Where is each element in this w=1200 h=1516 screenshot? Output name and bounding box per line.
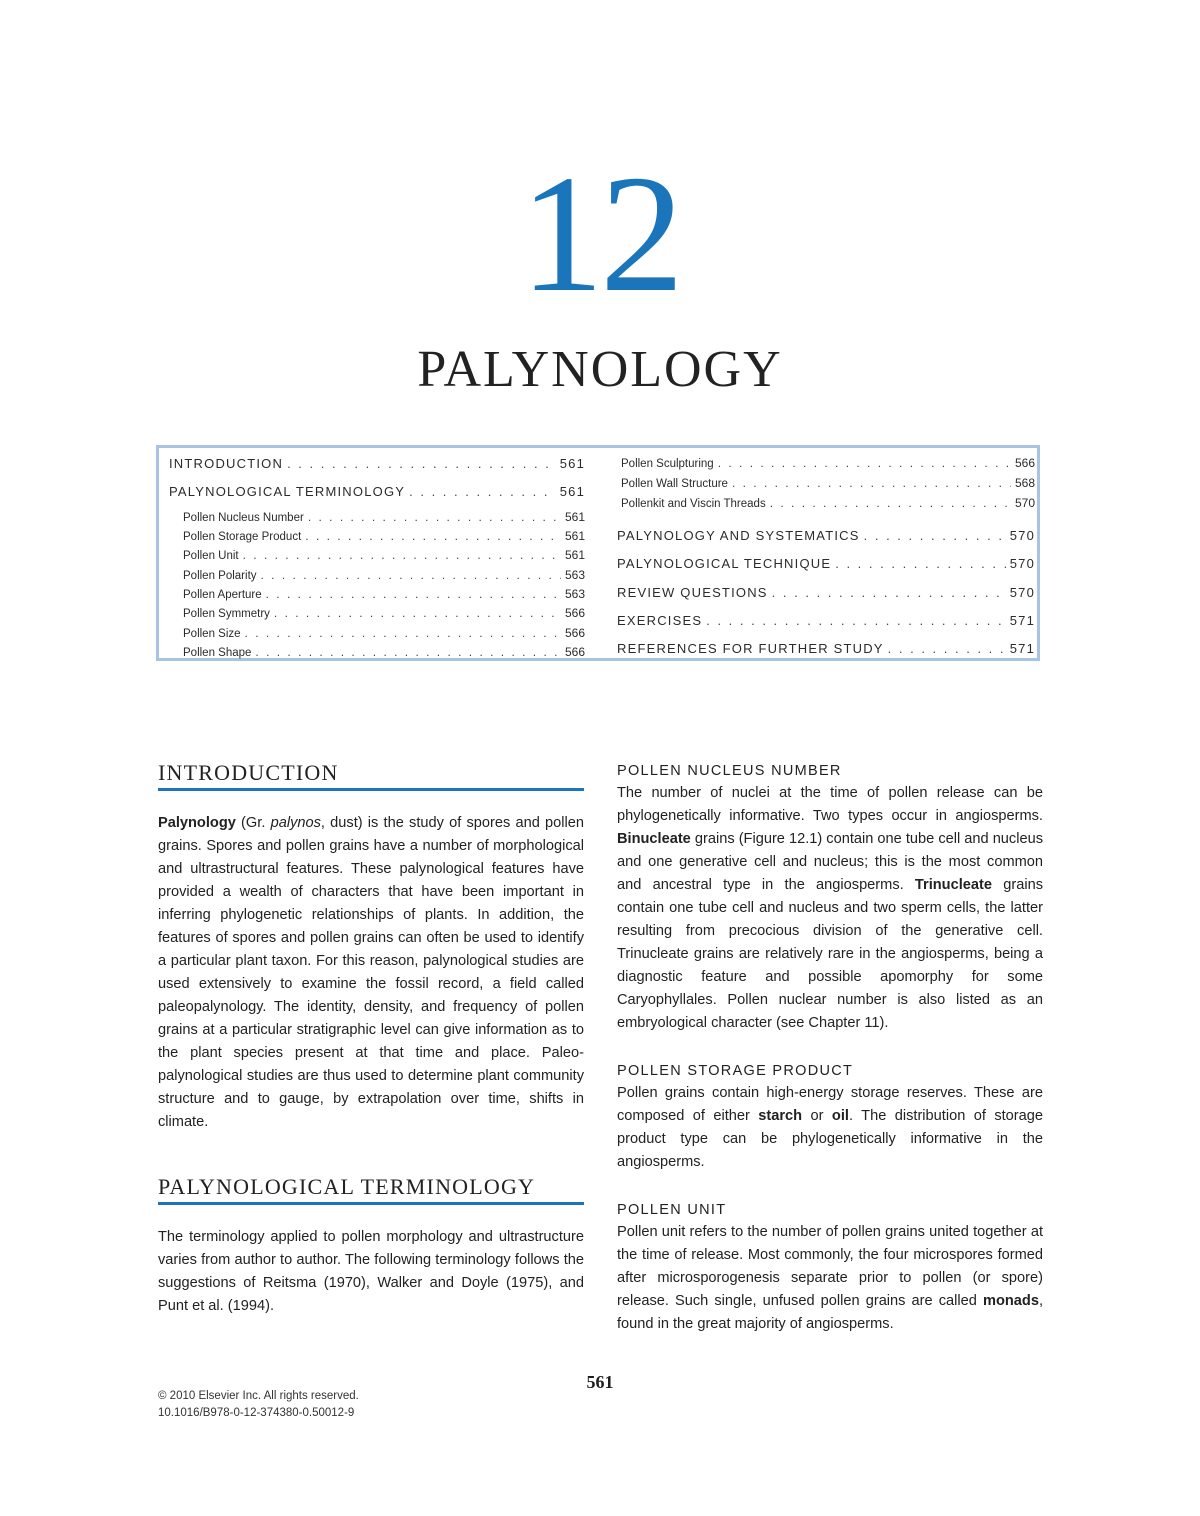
nucleus-heading: POLLEN NUCLEUS NUMBER [617,763,842,779]
toc-entry[interactable] [617,641,1035,659]
left-column [158,760,584,1318]
storage-heading: POLLEN STORAGE PRODUCT [617,1063,854,1079]
unit-heading: POLLEN UNIT [617,1202,727,1218]
toc-leader-dots [409,484,556,499]
toc-leader-dots [305,529,561,543]
toc-entry-page: 571 [1009,613,1035,628]
footer [158,1388,359,1422]
toc-leader-dots [888,641,1006,656]
toc-leader-dots [835,556,1005,571]
term-oil: oil [831,1108,849,1124]
toc-entry-label: PALYNOLOGICAL TERMINOLOGY [169,484,406,499]
term-trinucleate: Trinucleate [914,877,992,893]
toc-leader-dots [718,456,1011,470]
toc-entry-page: 570 [1009,585,1035,600]
term-monads: monads [982,1293,1039,1309]
toc-entry-page: 563 [564,587,585,601]
toc-entry[interactable] [617,476,1035,494]
toc-entry-label: Pollen Polarity [183,570,257,582]
toc-entry-page: 568 [1014,476,1035,490]
toc-leader-dots [864,528,1006,543]
toc-entry[interactable] [169,645,585,663]
toc-entry-label: INTRODUCTION [169,456,284,471]
toc-entry-label: Pollen Shape [183,647,252,659]
toc-leader-dots [287,456,556,471]
toc-leader-dots [732,476,1011,490]
nucleus-paragraph: The number of nuclei at the time of pollen release can be phylogenetically informative. Two types occur in angiosperms. Binucleate grains (Figure 12.1) contain one tube cell and nucleus and one generative cell and nucleus; this is the most common and ancestral type in the angiosperms. Trinucleate grains contain one tube cell and nucleus and two sperm cells, the latter resulting from precocious division of the generative cell. Trinucleate grains are relatively rare in the angiosperms, being a diagnostic feature and possible apomorphy for some Caryophyllales. Pollen nuclear number is also listed as an embryological character (see Chapter 11). [617,785,1043,1031]
toc-entry-page: 570 [1009,556,1035,571]
doi-line: 10.1016/B978-0-12-374380-0.50012-9 [158,1407,355,1419]
toc-leader-dots [255,645,561,659]
toc-entry[interactable] [617,585,1035,603]
toc-entry-label: REVIEW QUESTIONS [617,585,768,600]
toc-entry-page: 561 [564,529,585,543]
toc-entry[interactable] [169,456,585,474]
toc-leader-dots [245,626,561,640]
toc-entry-label: Pollen Storage Product [183,531,302,543]
toc-entry[interactable] [617,556,1035,574]
toc-entry-label: Pollen Unit [183,550,239,562]
term-palynology: Palynology [158,815,236,831]
toc-leader-dots [274,606,561,620]
term-binucleate: Binucleate [617,831,691,847]
toc-entry-page: 566 [564,645,585,659]
toc-leader-dots [266,587,561,601]
toc-entry-page: 570 [1014,496,1035,510]
chapter-number: 12 [520,141,680,327]
toc-entry-page: 566 [564,626,585,640]
toc-entry-label: Pollen Symmetry [183,608,270,620]
toc-entry-page: 570 [1009,528,1035,543]
toc-entry-label: Pollen Nucleus Number [183,512,304,524]
toc-entry-label: Pollen Aperture [183,589,262,601]
term-starch: starch [758,1108,803,1124]
toc-entry[interactable] [169,510,585,528]
toc-entry-page: 561 [559,456,585,471]
toc-entry-label: Pollen Size [183,628,241,640]
storage-paragraph: Pollen grains contain high-energy storage reserves. These are composed of either starch or oil. The distribution of storage product type can be phylogenetically informative in the angiosperms. [617,1085,1043,1170]
toc-entry[interactable] [169,529,585,547]
toc-entry-label: Pollen Sculpturing [621,458,714,470]
right-column [617,760,1043,1336]
introduction-paragraph: Palynology (Gr. palynos, dust) is the study of spores and pollen grains. Spores and pollen grains have a number of morphological and ultrastructural features. These palynological features have provided a wealth of characters that have been important in inferring phylogenetic relationships of plants. In addition, the features of spores and pollen grains can often be used to identify a particular plant taxon. For this reason, palynological studies are used extensively to examine the fossil record, a field called paleopalynology. The identity, density, and frequency of pollen grains at a particular stratigraphic level can give information as to the plant species present at that time and place. Paleopalynological studies are thus used to determine plant community structure and to gauge, by extrapolation over time, shifts in climate. [158,815,584,1130]
toc-entry[interactable] [169,548,585,566]
toc-leader-dots [308,510,561,524]
toc-entry[interactable] [617,613,1035,631]
toc-entry-page: 571 [1009,641,1035,656]
toc-entry[interactable] [617,496,1035,514]
toc-entry[interactable] [617,528,1035,546]
toc-entry-label: Pollen Wall Structure [621,478,728,490]
toc-entry[interactable] [169,606,585,624]
toc-leader-dots [243,548,561,562]
introduction-heading: INTRODUCTION [158,760,584,791]
toc-entry-page: 561 [559,484,585,499]
toc-entry[interactable] [169,484,585,502]
copyright-line: © 2010 Elsevier Inc. All rights reserved. [158,1390,359,1402]
toc-entry-label: Pollenkit and Viscin Threads [621,498,766,510]
toc-entry[interactable] [169,587,585,605]
toc-leader-dots [261,568,561,582]
toc-entry-page: 563 [564,568,585,582]
chapter-title: PALYNOLOGY [417,341,783,398]
toc-entry-page: 561 [564,510,585,524]
greek-word: palynos [270,815,321,831]
toc-entry[interactable] [169,568,585,586]
terminology-paragraph: The terminology applied to pollen morphology and ultrastructure varies from author to author. The following terminology follows the suggestions of Reitsma (1970), Walker and Doyle (1975), and Punt et al. (1994). [158,1229,584,1314]
toc-entry-page: 566 [564,606,585,620]
toc-entry-label: PALYNOLOGICAL TECHNIQUE [617,556,832,571]
toc-entry-label: EXERCISES [617,613,703,628]
terminology-heading: PALYNOLOGICAL TERMINOLOGY [158,1174,584,1205]
toc-entry-label: PALYNOLOGY AND SYSTEMATICS [617,528,860,543]
toc-entry-label: REFERENCES FOR FURTHER STUDY [617,641,884,656]
toc-leader-dots [770,496,1011,510]
table-of-contents [156,445,1040,661]
toc-entry-page: 561 [564,548,585,562]
toc-entry-page: 566 [1014,456,1035,470]
toc-leader-dots [706,613,1005,628]
toc-leader-dots [772,585,1006,600]
page-number: 561 [586,1372,614,1392]
unit-paragraph: Pollen unit refers to the number of pollen grains united together at the time of release. Most commonly, the four microspores formed after microsporogenesis separate prior to pollen (or spore) release. Such single, unfused pollen grains are called monads, found in the great majority of angiosperms. [617,1224,1043,1332]
toc-entry[interactable] [169,626,585,644]
toc-entry[interactable] [617,456,1035,474]
